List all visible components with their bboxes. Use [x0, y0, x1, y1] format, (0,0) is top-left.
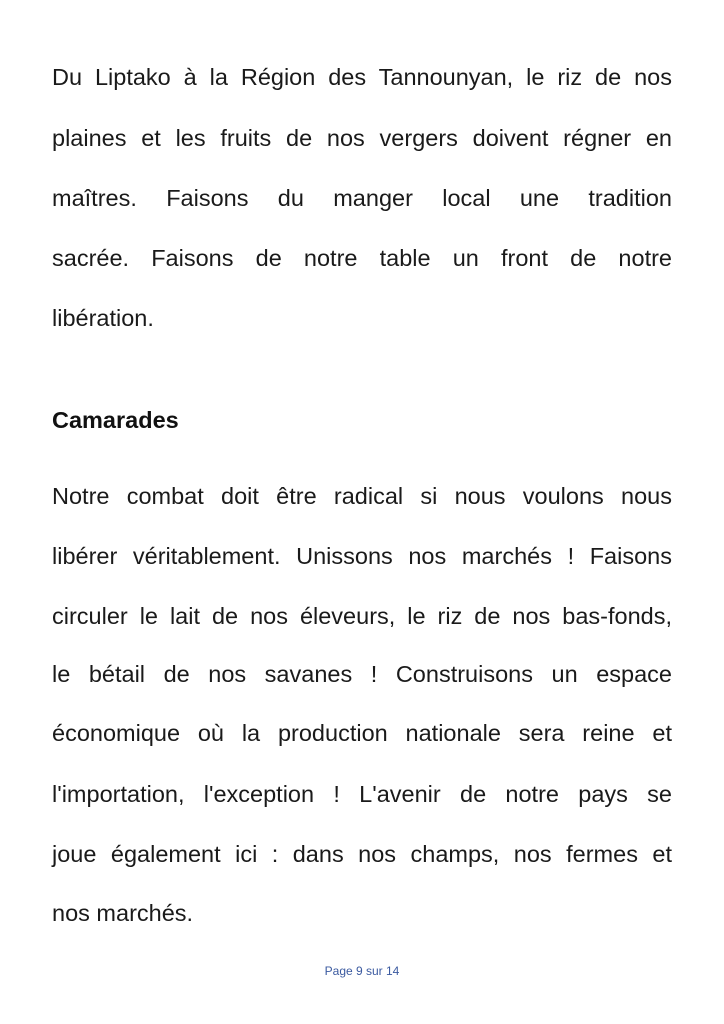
paragraph-line: nos marchés.: [52, 900, 194, 926]
paragraph-line: circuler le lait de nos éleveurs, le riz de nos bas-fonds,: [52, 603, 672, 629]
section-heading: Camarades: [52, 407, 179, 433]
paragraph-line: libération.: [52, 305, 154, 331]
paragraph-line: Notre combat doit être radical si nous voulons nous: [52, 483, 672, 509]
paragraph-line: l'importation, l'exception ! L'avenir de notre pays se: [52, 781, 672, 807]
paragraph-line: plaines et les fruits de nos vergers doivent régner en: [52, 125, 672, 151]
paragraph-line: joue également ici : dans nos champs, nos fermes et: [52, 841, 672, 867]
paragraph-line: sacrée. Faisons de notre table un front de notre: [52, 245, 672, 271]
page-number-footer: Page 9 sur 14: [324, 964, 400, 978]
paragraph-line: Du Liptako à la Région des Tannounyan, le riz de nos: [52, 64, 672, 90]
paragraph-line: libérer véritablement. Unissons nos marchés ! Faisons: [52, 543, 672, 569]
paragraph-line: économique où la production nationale sera reine et: [52, 720, 672, 746]
paragraph-line: maîtres. Faisons du manger local une tradition: [52, 185, 672, 211]
paragraph-line: le bétail de nos savanes ! Construisons un espace: [52, 661, 672, 687]
